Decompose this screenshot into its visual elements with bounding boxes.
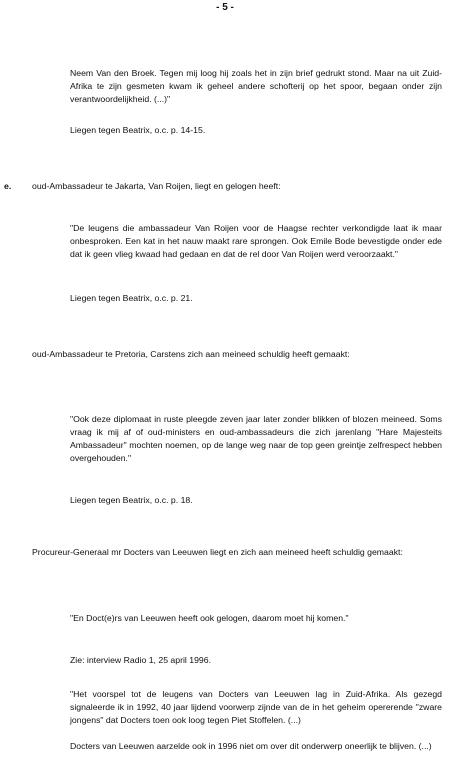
item-f-label bbox=[4, 348, 32, 361]
citation-p21: Liegen tegen Beatrix, o.c. p. 21. bbox=[70, 293, 193, 303]
item-e-label: e. bbox=[4, 181, 12, 191]
citation-p14-15: Liegen tegen Beatrix, o.c. p. 14-15. bbox=[70, 125, 206, 135]
citation-radio-interview: Zie: interview Radio 1, 25 april 1996. bbox=[70, 655, 212, 665]
quote-zuid-afrika: "Het voorspel tot de leugens van Docters van Leeuwen lag in Zuid-Afrika. Als gezegd signaleerde ik in 1992, 40 jaar lijdend voorwerp zijnde van de in het geheim opererende "zware jongens" dat Docters toen ook loog tegen Piet Stoffelen. (...) bbox=[70, 689, 442, 725]
item-g-label bbox=[4, 546, 32, 559]
item-f-text: oud-Ambassadeur te Pretoria, Carstens zich aan meineed schuldig heeft gemaakt: bbox=[32, 349, 350, 359]
item-f bbox=[4, 348, 450, 361]
item-e bbox=[4, 180, 444, 193]
quote-carstens: "Ook deze diplomaat in ruste pleegde zeven jaar later zonder blikken of blozen meineed. Soms vraag ik mij af of oud-ministers en oud-ambassadeurs die zich jarenlang "Hare Majesteits Ambassadeur" mochten noemen, op de lange weg naar de top geen greintje zelfrespect hebben overgehouden." bbox=[70, 414, 442, 463]
page-number: - 5 - bbox=[216, 2, 234, 13]
citation-p18: Liegen tegen Beatrix, o.c. p. 18. bbox=[70, 495, 193, 505]
item-g bbox=[4, 546, 450, 559]
quote-docters-radio: "En Doct(e)rs van Leeuwen heeft ook gelogen, daarom moet hij komen." bbox=[70, 613, 349, 623]
quote-van-den-broek: Neem Van den Broek. Tegen mij loog hij zoals het in zijn brief gedrukt stond. Maar na uit Zuid-Afrika te zijn gesmeten kwam ik geheel andere schofterij op het spoor, begaan onder zijn verantwoordelijkheid. (...)" bbox=[70, 68, 442, 104]
quote-van-roijen: "De leugens die ambassadeur Van Roijen voor de Haagse rechter verkondigde laat ik maar onbesproken. Een kat in het nauw maakt rare sprongen. Ook Emile Bode bevestigde onder ede dat ik geen vlieg kwaad had gedaan en dat de rel door Van Roijen werd veroorzaakt." bbox=[70, 223, 442, 259]
quote-docters-1996: Docters van Leeuwen aarzelde ook in 1996 niet om over dit onderwerp oneerlijk te blijven. (...) bbox=[70, 741, 432, 751]
item-g-text: Procureur-Generaal mr Docters van Leeuwen liegt en zich aan meineed heeft schuldig gemaakt: bbox=[32, 547, 403, 557]
item-e-text: oud-Ambassadeur te Jakarta, Van Roijen, liegt en gelogen heeft: bbox=[32, 181, 281, 191]
